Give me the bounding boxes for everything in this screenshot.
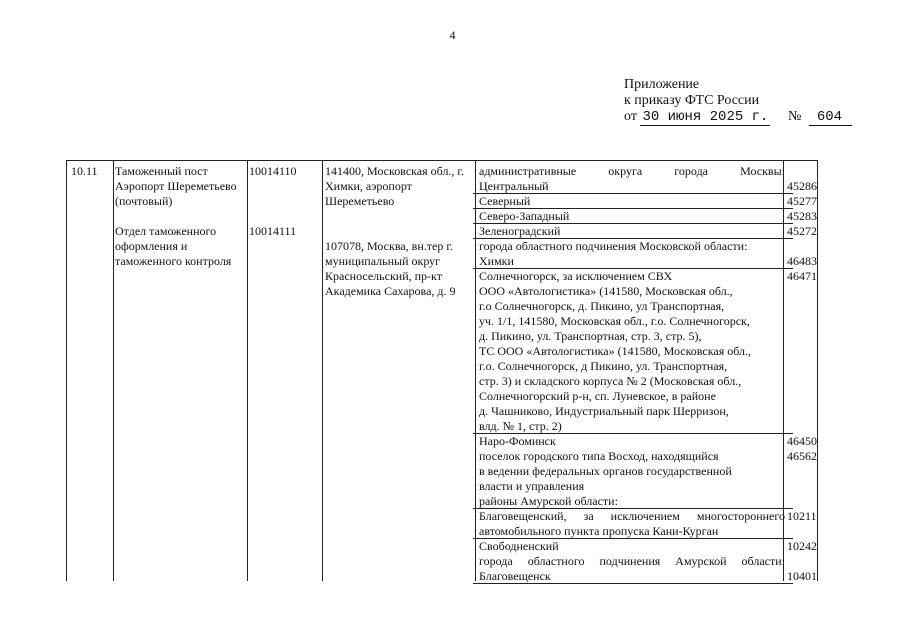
okato-code <box>787 359 815 374</box>
okato-code <box>787 284 815 299</box>
column-divider <box>113 161 114 581</box>
appendix-header <box>624 77 852 126</box>
territory-line: уч. 1/1, 141580, Московская обл., г.о. Солнечногорск, <box>479 314 750 328</box>
territory-line: автомобильного пункта пропуска Кани-Курган <box>479 524 785 539</box>
territory-line: Химки <box>479 254 785 269</box>
post1-code: 10014110 <box>249 164 297 178</box>
appendix-order-date <box>624 109 852 126</box>
territory-line: города областного подчинения Московской области: <box>479 239 748 253</box>
territory-line: ТС ООО «Автологистика» (141580, Московская обл., <box>479 344 752 358</box>
territory-line: Благовещенский, за исключением многостороннего <box>479 509 785 523</box>
okato-codes <box>787 164 815 584</box>
territory-line: Зеленоградский <box>479 224 785 239</box>
post-addresses <box>325 164 473 299</box>
appendix-order-ref: к приказу ФТС России <box>624 93 760 108</box>
okato-code: 10242 <box>787 539 817 553</box>
okato-code <box>787 374 815 389</box>
territory-line: Благовещенск <box>479 569 785 584</box>
post-codes <box>249 164 319 239</box>
okato-code <box>787 524 815 539</box>
post1-address: 141400, Московская обл., г. Химки, аэропорт Шереметьево <box>325 164 464 208</box>
okato-code <box>787 494 815 509</box>
appendix-title: Приложение <box>624 77 700 92</box>
okato-code: 45283 <box>787 209 817 223</box>
column-divider <box>322 161 323 581</box>
post-names <box>115 164 243 269</box>
okato-code: 46483 <box>787 254 817 268</box>
territory-line: Центральный <box>479 179 785 194</box>
column-divider <box>475 161 476 581</box>
okato-code <box>787 329 815 344</box>
territory-line: ООО «Автологистика» (141580, Московская обл., <box>479 284 733 298</box>
territory-line: Наро-Фоминск <box>479 434 556 448</box>
okato-code <box>787 299 815 314</box>
okato-code <box>787 479 815 494</box>
territory-line: Свободненский <box>479 539 559 553</box>
okato-code <box>787 344 815 359</box>
okato-code: 10401 <box>787 569 817 583</box>
order-number: 604 <box>809 109 852 126</box>
territory-line: Солнечногорский р-н, сп. Луневское, в районе <box>479 389 716 403</box>
territory-line: Северный <box>479 194 785 209</box>
row-number: 10.11 <box>71 164 98 178</box>
territory-line: административные округа города Москвы: <box>479 164 785 178</box>
okato-code <box>787 419 815 434</box>
territory-line: д. Пикино, ул. Транспортная, стр. 3, стр. 5), <box>479 329 702 343</box>
okato-code <box>787 554 815 569</box>
page-number: 4 <box>449 28 456 42</box>
okato-code: 10211 <box>787 509 817 523</box>
territory-line: Солнечногорск, за исключением СВХ <box>479 269 673 283</box>
post1-name: Таможенный пост Аэропорт Шереметьево (почтовый) <box>115 164 237 208</box>
number-sign: № <box>787 109 802 124</box>
territory-line: влд. № 1, стр. 2) <box>479 419 785 434</box>
okato-code <box>787 389 815 404</box>
territory-line: стр. 3) и складского корпуса № 2 (Московская обл., <box>479 374 742 388</box>
territory-line: города областного подчинения Амурской области: <box>479 554 785 568</box>
territory-line: Северо-Западный <box>479 209 785 224</box>
territory-line: в ведении федеральных органов государственной <box>479 464 732 478</box>
okato-code <box>787 404 815 419</box>
territory-line: г.о Солнечногорск, д. Пикино, ул Транспортная, <box>479 299 725 313</box>
territory-line: районы Амурской области: <box>479 494 785 509</box>
okato-code <box>787 164 815 179</box>
post2-code: 10014111 <box>249 224 297 238</box>
column-divider <box>247 161 248 581</box>
okato-code <box>787 314 815 329</box>
okato-code: 46471 <box>787 269 817 283</box>
okato-code: 45286 <box>787 179 817 193</box>
customs-table <box>66 160 818 581</box>
date-prefix: от <box>624 109 637 124</box>
territory-line: г.о. Солнечногорск, д Пикино, ул. Транспортная, <box>479 359 728 373</box>
okato-code: 45272 <box>787 224 817 238</box>
territory-list <box>479 164 785 584</box>
territory-line: власти и управления <box>479 479 585 493</box>
okato-code <box>787 464 815 479</box>
territory-line: поселок городского типа Восход, находящийся <box>479 449 719 463</box>
okato-code <box>787 239 815 254</box>
okato-code: 46562 <box>787 449 817 463</box>
order-date: 30 июня 2025 г. <box>642 109 769 125</box>
post2-name: Отдел таможенного оформления и таможенного контроля <box>115 224 232 268</box>
okato-code: 45277 <box>787 194 817 208</box>
territory-line: д. Чашниково, Индустриальный парк Шерризон, <box>479 404 729 418</box>
okato-code: 46450 <box>787 434 817 448</box>
post2-address: 107078, Москва, вн.тер г. муниципальный округ Красносельский, пр-кт Академика Сахарова, д. 9 <box>325 239 456 298</box>
